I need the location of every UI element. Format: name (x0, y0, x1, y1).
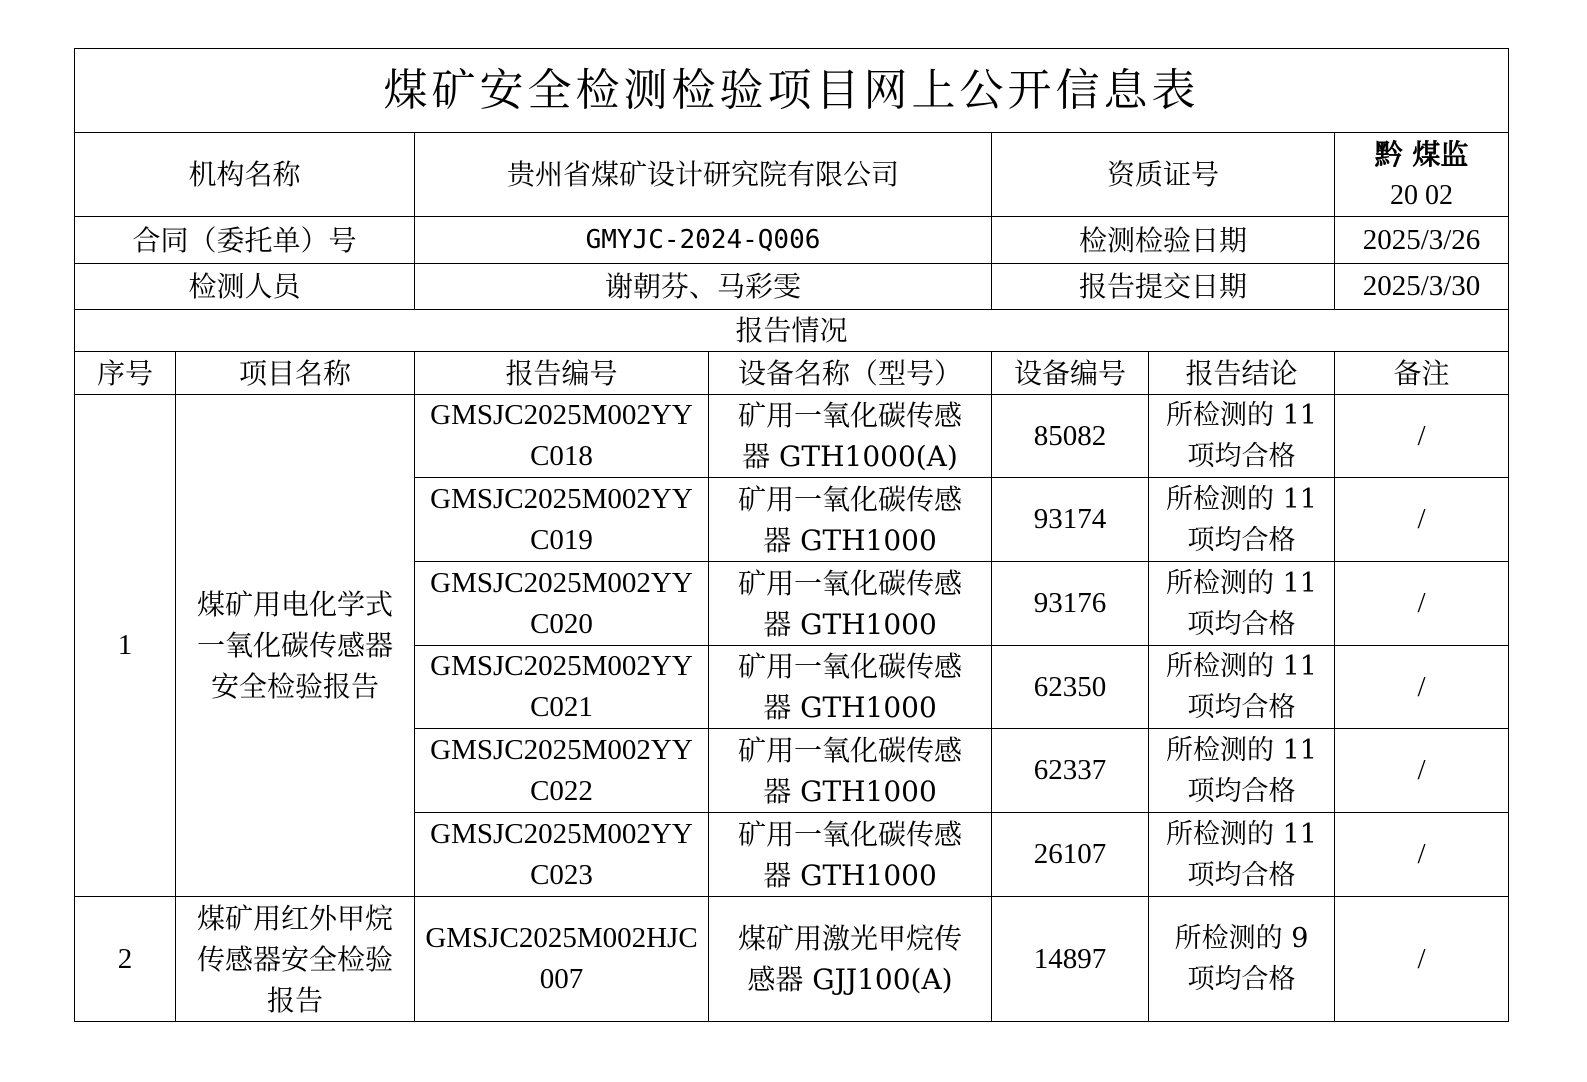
staff-label: 检测人员 (75, 264, 415, 310)
org-label: 机构名称 (75, 133, 415, 217)
info-table (74, 48, 1509, 1022)
conclusion (1149, 395, 1335, 478)
device-name (709, 562, 992, 646)
contract-label: 合同（委托单）号 (75, 217, 415, 264)
report-number (415, 395, 709, 478)
note: / (1335, 813, 1509, 897)
note: / (1335, 478, 1509, 562)
note: / (1335, 395, 1509, 478)
device-name-line: 器 GTH1000(A) (742, 440, 958, 473)
conclusion (1149, 478, 1335, 562)
device-name-line: 感器 GJJ100(A) (747, 963, 953, 996)
report-number-line: C021 (530, 691, 593, 723)
cert-value (1335, 133, 1509, 217)
note: / (1335, 562, 1509, 646)
device-name (709, 897, 992, 1022)
device-name-line: 矿用一氧化碳传感 (737, 733, 962, 767)
staff-value: 谢朝芬、马彩雯 (415, 264, 992, 310)
contract-value: GMYJC-2024-Q006 (415, 217, 992, 264)
table-row (75, 897, 1509, 1022)
project-line: 煤矿用电化学式 (196, 588, 393, 621)
report-number-line: GMSJC2025M002YY (430, 733, 693, 766)
device-name-line: 矿用一氧化碳传感 (737, 566, 962, 600)
report-number-line: GMSJC2025M002YY (430, 566, 693, 599)
conclusion-line: 所检测的 11 (1166, 651, 1317, 682)
report-number-line: GMSJC2025M002HJC (425, 922, 698, 954)
report-number-line: GMSJC2025M002YY (430, 482, 693, 515)
device-name-line: 器 GTH1000 (763, 691, 937, 724)
conclusion-line: 所检测的 11 (1166, 734, 1317, 766)
conclusion-line: 项均合格 (1187, 692, 1296, 723)
device-number: 26107 (992, 813, 1149, 897)
column-header: 报告结论 (1149, 352, 1335, 395)
conclusion (1149, 729, 1335, 813)
conclusion-line: 所检测的 11 (1166, 483, 1317, 515)
project-line: 安全检验报告 (210, 670, 379, 703)
device-name-line: 器 GTH1000 (763, 607, 937, 641)
report-number (415, 646, 709, 729)
device-name-line: 器 GTH1000 (763, 858, 937, 892)
group-number: 2 (75, 897, 176, 1022)
report-number (415, 813, 709, 897)
device-name-line: 器 GTH1000 (763, 774, 937, 808)
section-title: 报告情况 (75, 310, 1509, 352)
device-name-line: 矿用一氧化碳传感 (737, 482, 962, 516)
column-header: 序号 (75, 352, 176, 395)
report-number-line: C020 (530, 607, 593, 640)
conclusion-line: 项均合格 (1187, 775, 1296, 807)
conclusion-line: 所检测的 11 (1166, 567, 1317, 599)
note: / (1335, 897, 1509, 1022)
note: / (1335, 729, 1509, 813)
column-header: 设备编号 (992, 352, 1149, 395)
device-name (709, 478, 992, 562)
group-number: 1 (75, 395, 176, 897)
report-number-line: GMSJC2025M002YY (430, 650, 693, 682)
project-line: 煤矿用红外甲烷 (196, 901, 393, 935)
org-value: 贵州省煤矿设计研究院有限公司 (415, 133, 992, 217)
submit-date-value: 2025/3/30 (1335, 264, 1509, 310)
device-number: 14897 (992, 897, 1149, 1022)
page-title: 煤矿安全检测检验项目网上公开信息表 (75, 49, 1509, 133)
device-number: 62337 (992, 729, 1149, 813)
column-header: 项目名称 (176, 352, 415, 395)
project-line: 一氧化碳传感器 (196, 629, 393, 662)
conclusion (1149, 813, 1335, 897)
conclusion-line: 项均合格 (1187, 524, 1296, 556)
device-name-line: 矿用一氧化碳传感 (737, 399, 962, 432)
conclusion-line: 所检测的 11 (1166, 818, 1317, 850)
report-number (415, 562, 709, 646)
report-number-line: C023 (530, 858, 593, 891)
device-name (709, 395, 992, 478)
cert-line-1: 黔 煤监 (1374, 137, 1469, 171)
device-name-line: 煤矿用激光甲烷传 (737, 922, 962, 955)
report-number-line: GMSJC2025M002YY (430, 399, 693, 431)
note: / (1335, 646, 1509, 729)
device-name-line: 矿用一氧化碳传感 (737, 650, 962, 683)
device-name-line: 矿用一氧化碳传感 (737, 817, 962, 851)
column-header: 报告编号 (415, 352, 709, 395)
conclusion-line: 所检测的 9 (1174, 923, 1309, 954)
device-name (709, 646, 992, 729)
project-name (176, 897, 415, 1022)
device-number: 93174 (992, 478, 1149, 562)
report-number-line: 007 (539, 963, 584, 995)
device-name (709, 813, 992, 897)
report-number-line: C019 (530, 523, 593, 556)
conclusion (1149, 897, 1335, 1022)
submit-date-label: 报告提交日期 (992, 264, 1335, 310)
conclusion-line: 项均合格 (1187, 964, 1296, 995)
device-name (709, 729, 992, 813)
device-number: 93176 (992, 562, 1149, 646)
report-number-line: C018 (530, 440, 593, 472)
project-line: 传感器安全检验 (196, 942, 393, 976)
column-header: 备注 (1335, 352, 1509, 395)
device-number: 85082 (992, 395, 1149, 478)
cert-line-2: 20 02 (1390, 179, 1453, 211)
conclusion-line: 所检测的 11 (1166, 400, 1317, 431)
test-date-label: 检测检验日期 (992, 217, 1335, 264)
cert-label: 资质证号 (992, 133, 1335, 217)
table-row (75, 395, 1509, 478)
conclusion (1149, 562, 1335, 646)
report-number-line: C022 (530, 774, 593, 807)
report-number (415, 478, 709, 562)
conclusion-line: 项均合格 (1187, 441, 1296, 472)
conclusion-line: 项均合格 (1187, 608, 1296, 640)
device-name-line: 器 GTH1000 (763, 523, 937, 557)
column-header: 设备名称（型号） (709, 352, 992, 395)
device-number: 62350 (992, 646, 1149, 729)
project-name (176, 395, 415, 897)
report-number (415, 897, 709, 1022)
report-number (415, 729, 709, 813)
conclusion (1149, 646, 1335, 729)
conclusion-line: 项均合格 (1187, 859, 1296, 891)
report-number-line: GMSJC2025M002YY (430, 817, 693, 850)
project-line: 报告 (266, 983, 323, 1017)
test-date-value: 2025/3/26 (1335, 217, 1509, 264)
column-header-row (75, 352, 1509, 395)
